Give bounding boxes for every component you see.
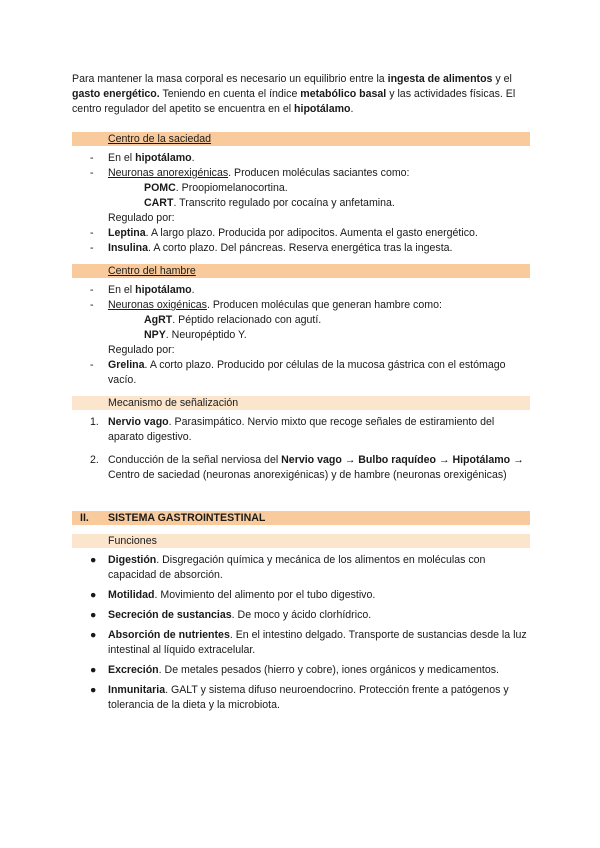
bullet-marker: ● [90, 589, 97, 601]
item-underline: Neuronas oxigénicas [108, 299, 207, 311]
regulado-label: Regulado por: [108, 212, 175, 224]
regulado-label: Regulado por: [108, 344, 175, 356]
list-item [72, 166, 530, 181]
list-subitem [72, 328, 530, 343]
item-bold: Nervio vago → Bulbo raquídeo → Hipotálamo [281, 454, 511, 466]
list-item [72, 588, 530, 603]
list-subitem [72, 313, 530, 328]
document-page [72, 72, 530, 713]
item-text: . Producen moléculas saciantes como: [228, 167, 410, 179]
section-number: II. [80, 512, 89, 524]
item-text: . En el intestino delgado. Transporte de sustancias desde la luz intestinal al líquido extracelular. [108, 629, 527, 656]
item-bold: Secreción de sustancias [108, 609, 232, 621]
item-text: En el [108, 152, 136, 164]
intro-text: Para mantener la masa corporal es necesario un equilibrio entre la [72, 73, 388, 85]
item-text: → Centro de saciedad (neuronas anorexigénicas) y de hambre (neuronas orexigénicas) [108, 454, 524, 481]
item-bold: CART [144, 197, 174, 209]
intro-bold: gasto energético. [72, 88, 160, 100]
list-item [72, 663, 530, 678]
list-item [72, 358, 530, 388]
list-mecanismo [72, 415, 530, 483]
heading-band-funciones [72, 534, 530, 548]
heading-saciedad: Centro de la saciedad [108, 133, 212, 145]
item-underline: Neuronas anorexigénicas [108, 167, 229, 179]
item-bold: Inmunitaria [108, 684, 166, 696]
item-text: . A corto plazo. Del páncreas. Reserva energética tras la ingesta. [148, 242, 453, 254]
list-subitem [72, 181, 530, 196]
item-bold: NPY [144, 329, 166, 341]
item-text: . Disgregación química y mecánica de los alimentos en moléculas con capacidad de absorción. [108, 554, 486, 581]
heading-band-mecanismo [72, 396, 530, 410]
list-saciedad [72, 151, 530, 256]
item-text: . Péptido relacionado con agutí. [172, 314, 322, 326]
heading-band-hambre [72, 264, 530, 278]
intro-bold: metabólico basal [300, 88, 387, 100]
dash-marker: - [90, 167, 94, 179]
item-text: . Parasimpático. Nervio mixto que recoge señales de estiramiento del aparato digestivo. [108, 416, 495, 443]
item-text: Conducción de la señal nerviosa del [108, 454, 282, 466]
number-marker: 1. [90, 416, 99, 428]
item-bold: POMC [144, 182, 176, 194]
list-item [72, 608, 530, 623]
item-text: . De moco y ácido clorhídrico. [231, 609, 372, 621]
item-text: . [191, 152, 195, 164]
list-subitem [72, 196, 530, 211]
intro-paragraph [72, 72, 530, 117]
list-item [72, 553, 530, 583]
item-bold: hipotálamo [135, 152, 192, 164]
list-item [72, 415, 530, 445]
item-bold: Excreción [108, 664, 159, 676]
item-bold: Nervio vago [108, 416, 169, 428]
item-text: . [191, 284, 195, 296]
item-text: . De metales pesados (hierro y cobre), iones orgánicos y medicamentos. [158, 664, 499, 676]
dash-marker: - [90, 227, 94, 239]
list-item [72, 241, 530, 256]
intro-text: y el [492, 73, 512, 85]
bullet-marker: ● [90, 609, 97, 621]
intro-text: y las actividades físicas. El centro regulador del apetito se encuentra en el [72, 88, 516, 115]
bullet-marker: ● [90, 629, 97, 641]
item-text: . Neuropéptido Y. [165, 329, 247, 341]
intro-text: Teniendo en cuenta el índice [159, 88, 301, 100]
item-text: . A corto plazo. Producido por células de la mucosa gástrica con el estómago vacío. [108, 359, 506, 386]
intro-bold: ingesta de alimentos [387, 73, 493, 85]
item-text: . Producen moléculas que generan hambre como: [206, 299, 442, 311]
dash-marker: - [90, 152, 94, 164]
intro-text: . [350, 103, 354, 115]
list-item [72, 283, 530, 298]
heading-hambre: Centro del hambre [108, 265, 196, 277]
item-text: En el [108, 284, 136, 296]
list-item [72, 683, 530, 713]
item-bold: Motilidad [108, 589, 155, 601]
section-title: SISTEMA GASTROINTESTINAL [108, 512, 266, 524]
item-bold: Absorción de nutrientes [108, 629, 230, 641]
bullet-marker: ● [90, 554, 97, 566]
item-bold: AgRT [144, 314, 173, 326]
item-bold: Insulina [108, 242, 149, 254]
item-text: . A largo plazo. Producida por adipocitos. Aumenta el gasto energético. [145, 227, 478, 239]
intro-bold: hipotálamo [294, 103, 351, 115]
list-funciones [72, 553, 530, 713]
item-bold: Leptina [108, 227, 146, 239]
bullet-marker: ● [90, 664, 97, 676]
dash-marker: - [90, 242, 94, 254]
heading-funciones: Funciones [108, 535, 157, 547]
section-band-gastrointestinal [72, 511, 530, 525]
number-marker: 2. [90, 454, 99, 466]
list-item [72, 151, 530, 166]
dash-marker: - [90, 284, 94, 296]
list-hambre [72, 283, 530, 388]
list-item [72, 226, 530, 241]
list-item [72, 453, 530, 483]
item-bold: Digestión [108, 554, 157, 566]
list-item [72, 298, 530, 313]
item-text: . Transcrito regulado por cocaína y anfetamina. [173, 197, 395, 209]
dash-marker: - [90, 299, 94, 311]
item-text: . Proopiomelanocortina. [175, 182, 288, 194]
item-text: . Movimiento del alimento por el tubo digestivo. [154, 589, 376, 601]
item-text: . GALT y sistema difuso neuroendocrino. Protección frente a patógenos y tolerancia de la dieta y la microbiota. [108, 684, 509, 711]
bullet-marker: ● [90, 684, 97, 696]
dash-marker: - [90, 359, 94, 371]
item-bold: Grelina [108, 359, 145, 371]
item-bold: hipotálamo [135, 284, 192, 296]
heading-mecanismo: Mecanismo de señalización [108, 397, 239, 409]
heading-band-saciedad [72, 132, 530, 146]
list-item [72, 628, 530, 658]
